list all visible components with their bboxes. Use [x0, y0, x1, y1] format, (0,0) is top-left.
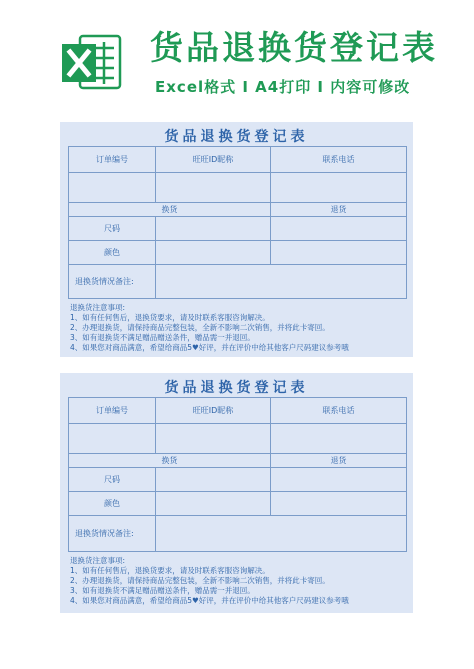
- return-color-field[interactable]: [271, 241, 407, 265]
- note-item: 1、如有任何售后，退换货要求，请及时联系客服咨询解决。: [70, 566, 270, 575]
- form-title: 货品退换货登记表: [164, 129, 309, 145]
- size-field[interactable]: [156, 468, 271, 492]
- form-title: 货品退换货登记表: [164, 380, 309, 396]
- order-no-field[interactable]: [69, 424, 156, 454]
- size-field[interactable]: [156, 217, 271, 241]
- wangwang-label: 旺旺ID昵称: [156, 398, 271, 424]
- remarks-label: 退换货情况备注:: [69, 265, 156, 299]
- size-label: 尺码: [69, 217, 156, 241]
- note-item: 2、办理退换货，请保持商品完整包装，全新不影响二次销售，并将此卡寄回。: [70, 323, 330, 332]
- remarks-field[interactable]: [156, 516, 407, 552]
- note-item: 3、如有退换货不满足赠品赠送条件，赠品需一并退回。: [70, 333, 255, 342]
- return-label: 退货: [271, 203, 407, 217]
- phone-field[interactable]: [271, 424, 407, 454]
- note-item: 1、如有任何售后，退换货要求，请及时联系客服咨询解决。: [70, 313, 270, 322]
- page-title: 货品退换货登记表: [150, 28, 438, 67]
- phone-label: 联系电话: [271, 398, 407, 424]
- header: [0, 0, 474, 110]
- color-label: 颜色: [69, 241, 156, 265]
- form-table: [68, 397, 407, 552]
- phone-label: 联系电话: [271, 147, 407, 173]
- exchange-label: 换货: [69, 203, 271, 217]
- remarks-field[interactable]: [156, 265, 407, 299]
- wangwang-field[interactable]: [156, 424, 271, 454]
- note-item: 2、办理退换货，请保持商品完整包装，全新不影响二次销售，并将此卡寄回。: [70, 576, 330, 585]
- notes-title: 退换货注意事项:: [70, 303, 126, 312]
- return-size-field[interactable]: [271, 468, 407, 492]
- return-label: 退货: [271, 454, 407, 468]
- color-field[interactable]: [156, 241, 271, 265]
- order-no-field[interactable]: [69, 173, 156, 203]
- notes-block: [70, 303, 349, 353]
- color-label: 颜色: [69, 492, 156, 516]
- wangwang-field[interactable]: [156, 173, 271, 203]
- notes-title: 退换货注意事项:: [70, 556, 126, 565]
- return-color-field[interactable]: [271, 492, 407, 516]
- note-item: 4、如果您对商品满意，希望给商品5♥好评，并在评价中给其他客户尺码建议参考哦: [70, 596, 349, 605]
- exchange-label: 换货: [69, 454, 271, 468]
- excel-icon: [60, 30, 124, 94]
- page-subtitle: Excel格式 I A4打印 I 内容可修改: [155, 78, 411, 96]
- note-item: 3、如有退换货不满足赠品赠送条件，赠品需一并退回。: [70, 586, 255, 595]
- note-item: 4、如果您对商品满意，希望给商品5♥好评，并在评价中给其他客户尺码建议参考哦: [70, 343, 349, 352]
- form-sheet-1: [60, 122, 413, 357]
- color-field[interactable]: [156, 492, 271, 516]
- phone-field[interactable]: [271, 173, 407, 203]
- wangwang-label: 旺旺ID昵称: [156, 147, 271, 173]
- form-sheet-2: [60, 373, 413, 613]
- size-label: 尺码: [69, 468, 156, 492]
- order-no-label: 订单编号: [69, 398, 156, 424]
- return-size-field[interactable]: [271, 217, 407, 241]
- remarks-label: 退换货情况备注:: [69, 516, 156, 552]
- order-no-label: 订单编号: [69, 147, 156, 173]
- form-table: [68, 146, 407, 299]
- notes-block: [70, 556, 349, 606]
